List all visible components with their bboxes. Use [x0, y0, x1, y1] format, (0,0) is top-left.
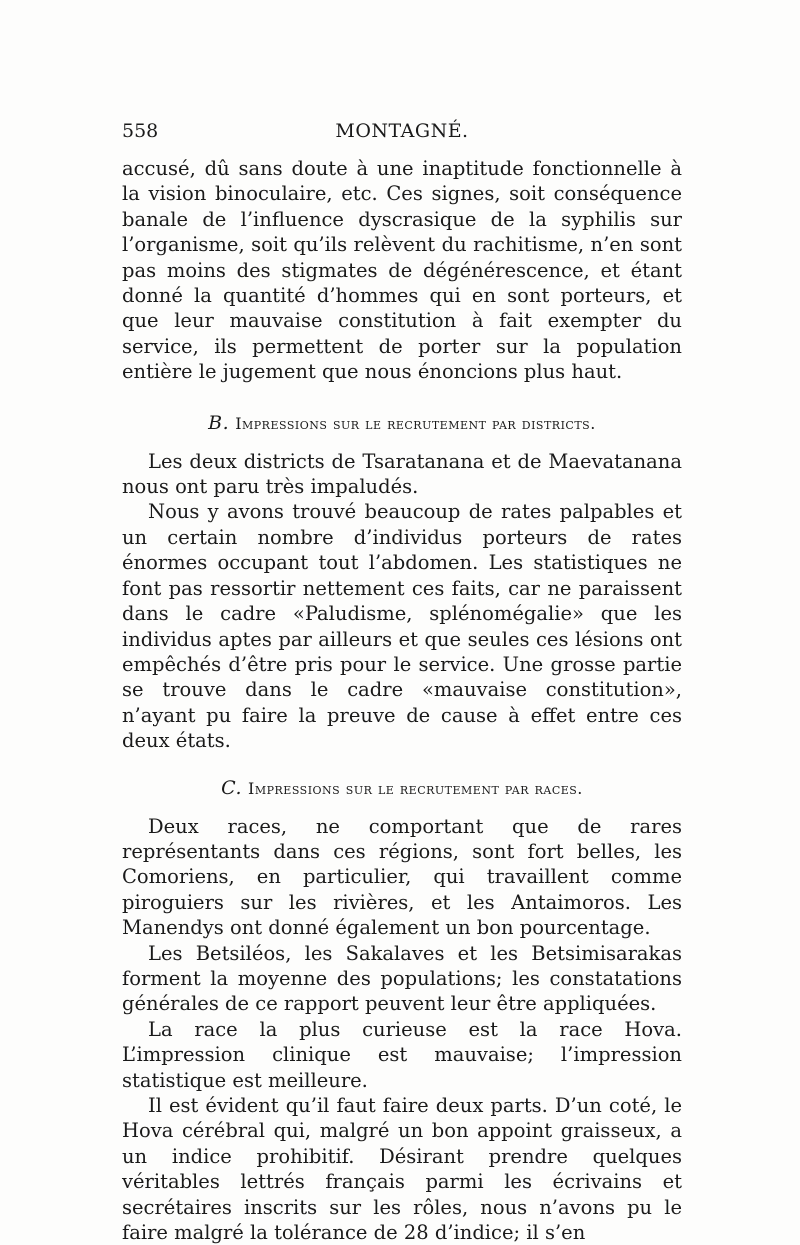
section-c-paragraph-4: Il est évident qu’il faut faire deux parts. D’un coté, le Hova cérébral qui, malgré un bon appoint graisseux, a un indice prohibitif. Désirant prendre quelques véritables lettrés français parmi les écrivains et secrétaires inscrits sur les rôles, nous n’avons pu le faire malgré la tolérance de 28 d’indice; il s’en: [122, 1094, 682, 1245]
page-body: [122, 156, 682, 1245]
intro-paragraph: accusé, dû sans doute à une inaptitude fonctionnelle à la vision binoculaire, etc. Ces signes, soit conséquence banale de l’influence dyscrasique de la syphilis sur l’organisme, soit qu’ils relèvent du rachitisme, n’en sont pas moins des stigmates de dégénérescence, et étant donné la quantité d’hommes qui en sont porteurs, et que leur mauvaise constitution à fait exempter du service, ils permettent de porter sur la population entière le jugement que nous énoncions plus haut.: [122, 157, 682, 384]
section-heading-c: [122, 777, 682, 800]
section-label-c: C.: [221, 776, 243, 799]
page-header: [122, 120, 682, 144]
section-b-paragraph-1: Les deux districts de Tsaratanana et de Maevatanana nous ont paru très impaludés.: [122, 449, 682, 499]
section-title-b: Impressions sur le recrutement par districts.: [235, 413, 596, 433]
section-c-paragraph-3: La race la plus curieuse est la race Hova. L’impression clinique est mauvaise; l’impression statistique est meilleure.: [122, 1017, 682, 1092]
section-c-paragraph-2: Les Betsiléos, les Sakalaves et les Betsimisarakas forment la moyenne des populations; les constatations générales de ce rapport peuvent leur être appliquées.: [122, 941, 682, 1016]
page-number: 558: [122, 120, 159, 142]
section-heading-b: [122, 412, 682, 435]
section-b-paragraph-2: Nous y avons trouvé beaucoup de rates palpables et un certain nombre d’individus porteurs de rates énormes occupant tout l’abdomen. Les statistiques ne font pas ressortir nettement ces faits, car ne paraissent dans le cadre «Paludisme, splénomégalie» que les individus aptes par ailleurs et que seules ces lésions ont empêchés d’être pris pour le service. Une grosse partie se trouve dans le cadre «mauvaise constitution», n’ayant pu faire la preuve de cause à effet entre ces deux états.: [122, 500, 682, 753]
section-title-c: Impressions sur le recrutement par races.: [248, 778, 583, 798]
running-title: MONTAGNÉ.: [335, 120, 469, 142]
section-c-paragraph-1: Deux races, ne comportant que de rares représentants dans ces régions, sont fort belles, les Comoriens, en particulier, qui travaillent comme piroguiers sur les rivières, et les Antaimoros. Les Manendys ont donné également un bon pourcentage.: [122, 814, 682, 940]
section-label-b: B.: [208, 411, 230, 434]
